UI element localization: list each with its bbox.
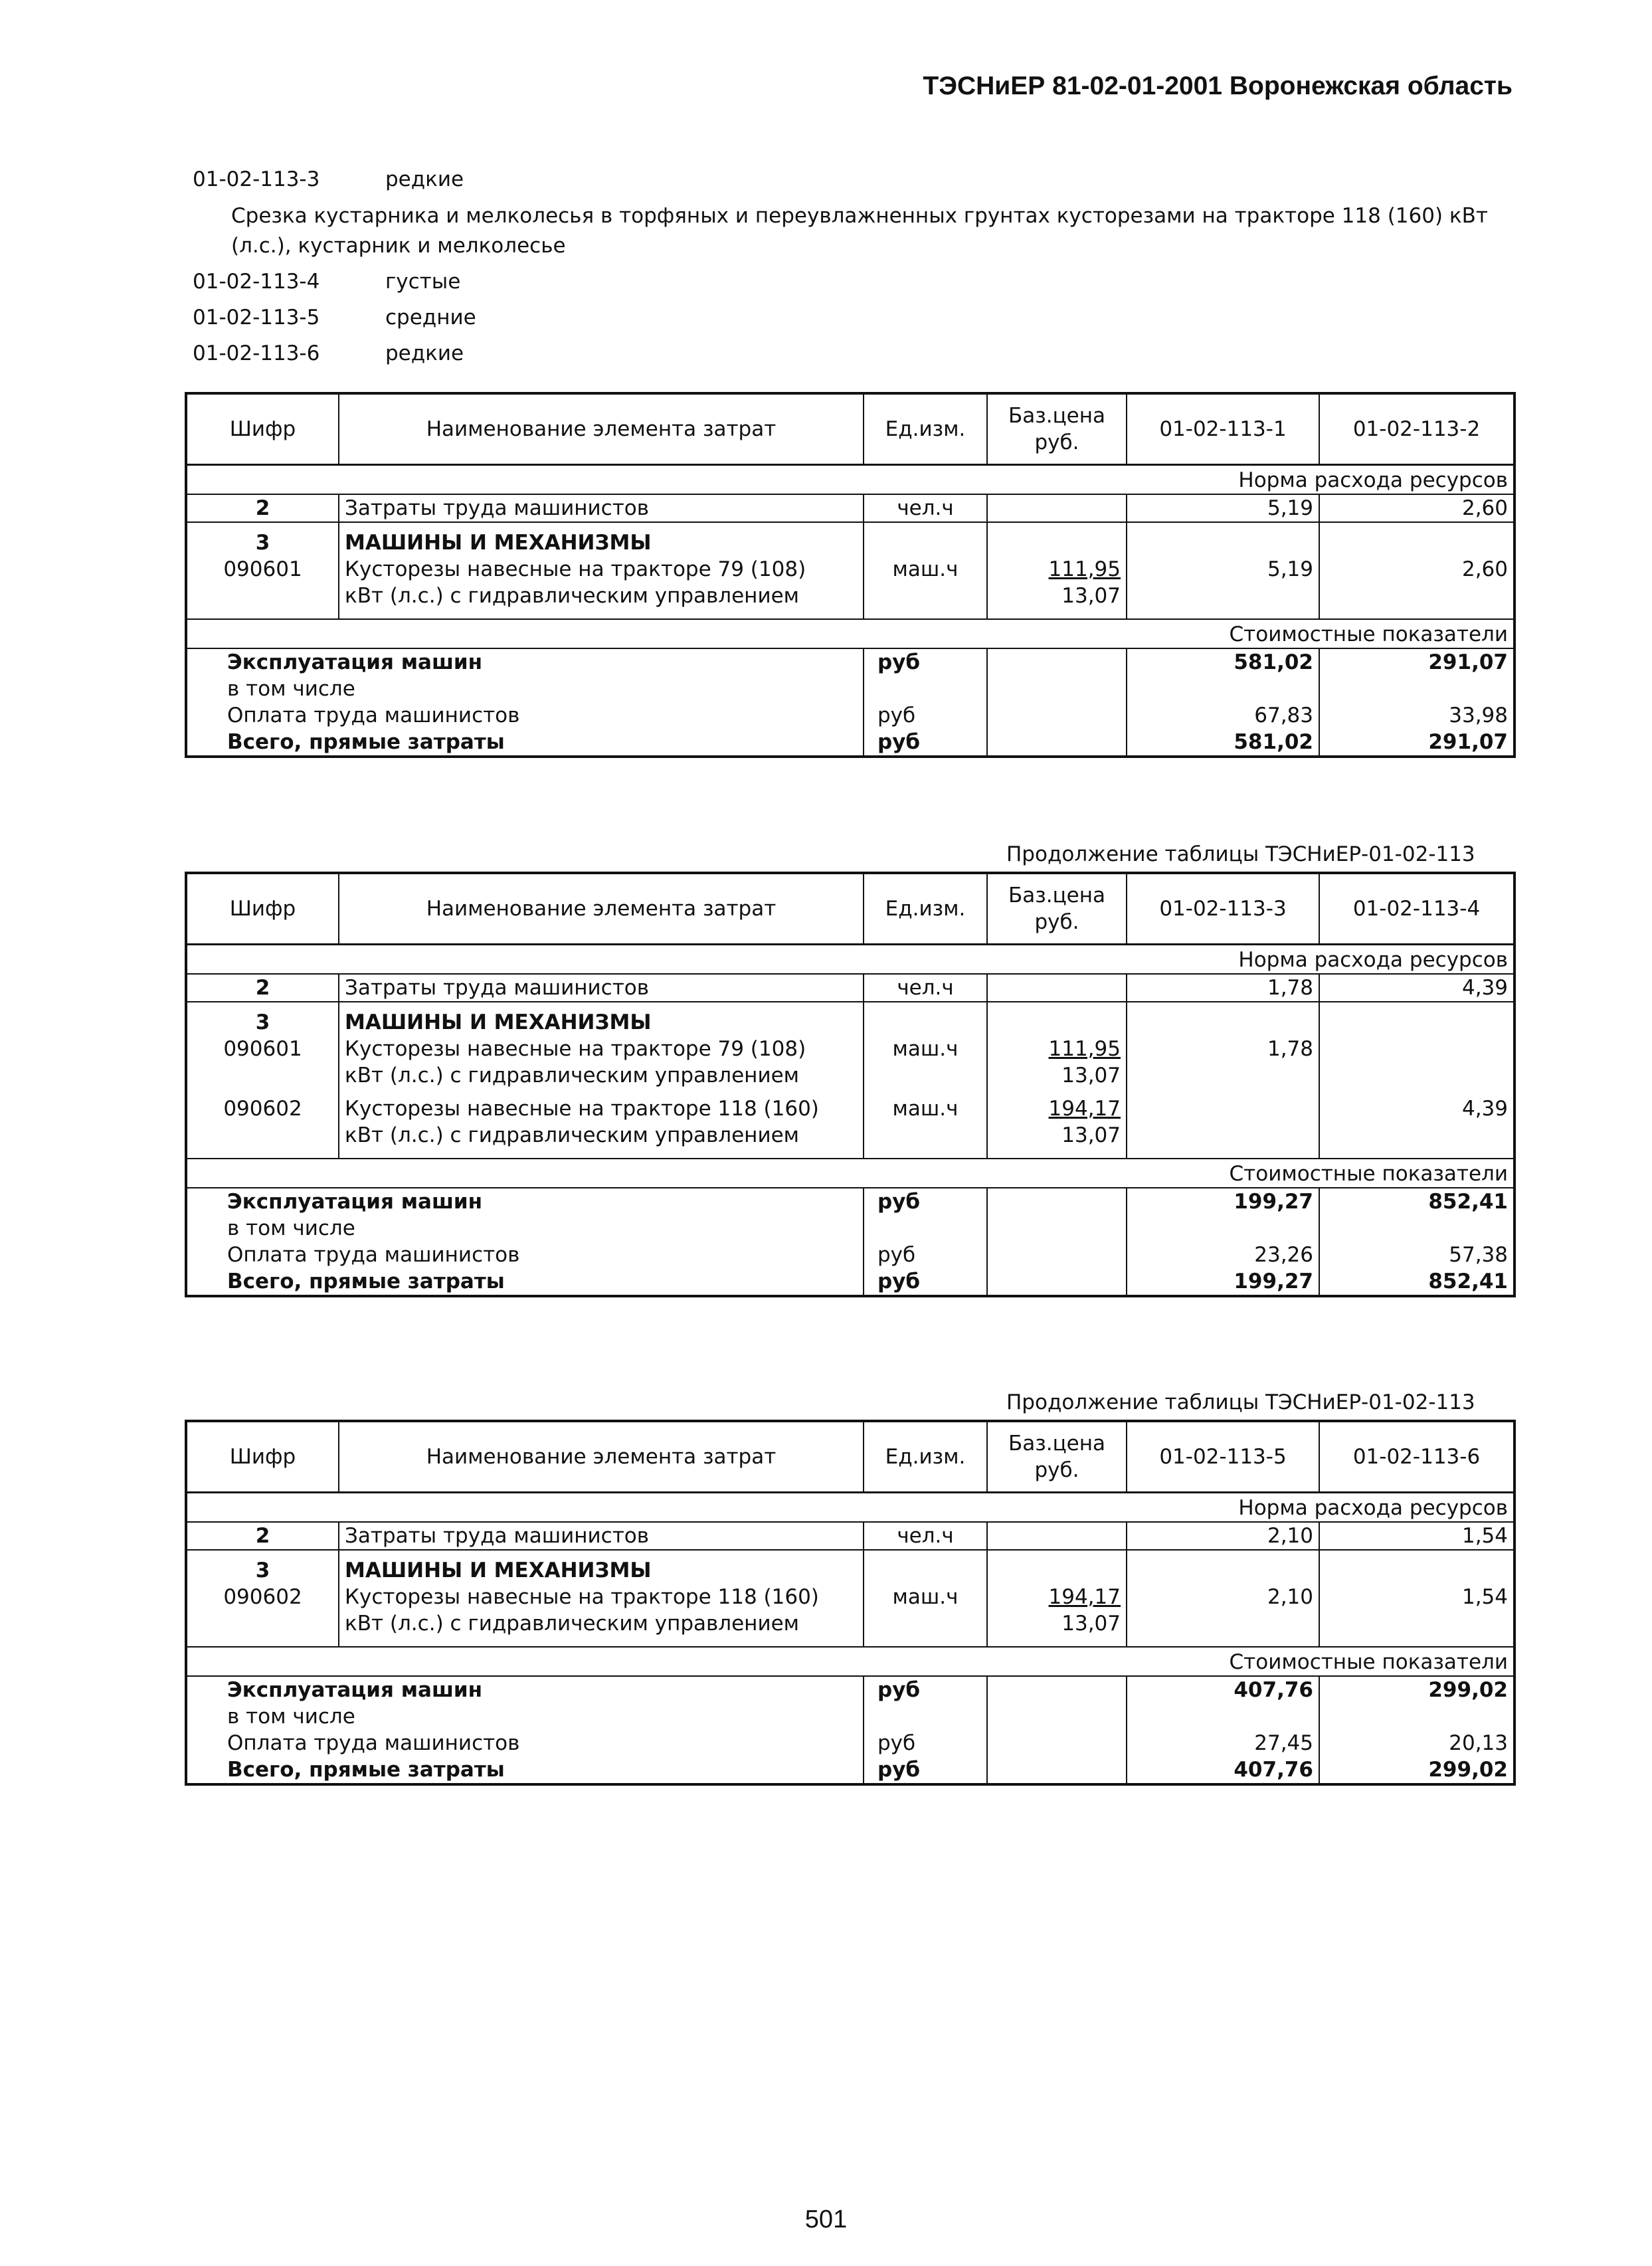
- value-b: 291,07: [1319, 729, 1514, 757]
- row-price: [987, 1036, 1127, 1095]
- code: 01-02-113-3: [193, 167, 320, 191]
- row-name: Эксплуатация машин: [186, 1676, 864, 1703]
- row-name: [339, 1584, 864, 1647]
- row-name: МАШИНЫ И МЕХАНИЗМЫ: [339, 1550, 864, 1584]
- value-b: 2,60: [1319, 556, 1514, 619]
- row-code: 090602: [186, 1095, 339, 1159]
- code-row: [193, 300, 1521, 335]
- row-unit: руб: [864, 1676, 987, 1703]
- code: 01-02-113-4: [193, 270, 320, 294]
- row-code: 3: [186, 522, 339, 556]
- value-b: 2,60: [1319, 494, 1514, 522]
- code-label: редкие: [385, 341, 464, 365]
- row-code: 090602: [186, 1584, 339, 1647]
- row-unit: чел.ч: [864, 974, 987, 1002]
- value-a: 1,78: [1127, 1036, 1319, 1095]
- col-header-shifr: Шифр: [186, 1421, 339, 1493]
- row-name: Затраты труда машинистов: [339, 974, 864, 1002]
- table-row: [186, 1756, 1514, 1784]
- row-name: [339, 1036, 864, 1095]
- code-label: редкие: [385, 167, 464, 191]
- row-name: Всего, прямые затраты: [186, 1756, 864, 1784]
- value-a: 581,02: [1127, 729, 1319, 757]
- wage-value: 13,07: [1061, 584, 1121, 608]
- code: 01-02-113-6: [193, 341, 320, 365]
- row-price: [987, 1522, 1127, 1550]
- section-norm: Норма расхода ресурсов: [186, 465, 1514, 495]
- col-header-code-a: 01-02-113-3: [1127, 873, 1319, 945]
- row-unit: маш.ч: [864, 1036, 987, 1095]
- table-row: [186, 702, 1514, 729]
- row-name: Затраты труда машинистов: [339, 494, 864, 522]
- row-name: [339, 1095, 864, 1159]
- col-header-price: Баз.цена руб.: [987, 1421, 1127, 1493]
- row-price: [987, 1095, 1127, 1159]
- section-norm: Норма расхода ресурсов: [186, 945, 1514, 975]
- value-b: 20,13: [1319, 1730, 1514, 1756]
- page-number: 501: [804, 2206, 848, 2233]
- table-row: [186, 1676, 1514, 1703]
- col-header-unit: Ед.изм.: [864, 1421, 987, 1493]
- table-row: [186, 676, 1514, 702]
- col-header-code-a: 01-02-113-5: [1127, 1421, 1319, 1493]
- row-name-line: кВт (л.с.) с гидравлическим управлением: [345, 1123, 800, 1147]
- row-name: Оплата труда машинистов: [186, 702, 864, 729]
- value-b: 1,54: [1319, 1522, 1514, 1550]
- table-row: [186, 556, 1514, 619]
- value-a: 23,26: [1127, 1242, 1319, 1268]
- row-code: 2: [186, 1522, 339, 1550]
- row-unit: руб: [864, 1730, 987, 1756]
- row-code: 2: [186, 974, 339, 1002]
- code-row: [193, 264, 1521, 300]
- row-name: Всего, прямые затраты: [186, 729, 864, 757]
- col-header-name: Наименование элемента затрат: [339, 873, 864, 945]
- table-row: [186, 1036, 1514, 1095]
- value-b: 1,54: [1319, 1584, 1514, 1647]
- value-a: 581,02: [1127, 648, 1319, 676]
- row-unit: руб: [864, 1242, 987, 1268]
- col-header-shifr: Шифр: [186, 873, 339, 945]
- value-a: 5,19: [1127, 556, 1319, 619]
- row-code: 3: [186, 1002, 339, 1036]
- row-unit: руб: [864, 648, 987, 676]
- row-name: Затраты труда машинистов: [339, 1522, 864, 1550]
- table-row: [186, 1095, 1514, 1159]
- row-unit: руб: [864, 702, 987, 729]
- wage-value: 13,07: [1061, 1064, 1121, 1087]
- col-header-code-b: 01-02-113-6: [1319, 1421, 1514, 1493]
- wage-value: 13,07: [1061, 1123, 1121, 1147]
- value-a: 67,83: [1127, 702, 1319, 729]
- table-row: [186, 729, 1514, 757]
- value-b: 299,02: [1319, 1756, 1514, 1784]
- col-header-code-b: 01-02-113-2: [1319, 393, 1514, 465]
- price-value: 111,95: [1048, 557, 1121, 581]
- code-list: [193, 161, 1521, 371]
- row-unit: руб: [864, 729, 987, 757]
- table-row: [186, 522, 1514, 556]
- table-row: [186, 648, 1514, 676]
- value-a: 199,27: [1127, 1268, 1319, 1296]
- value-a: 1,78: [1127, 974, 1319, 1002]
- value-a: 5,19: [1127, 494, 1319, 522]
- row-price: [987, 494, 1127, 522]
- col-header-price: Баз.цена руб.: [987, 393, 1127, 465]
- wage-value: 13,07: [1061, 1612, 1121, 1636]
- row-code: 3: [186, 1550, 339, 1584]
- value-b: 57,38: [1319, 1242, 1514, 1268]
- row-name: МАШИНЫ И МЕХАНИЗМЫ: [339, 522, 864, 556]
- row-name: в том числе: [186, 1703, 864, 1730]
- row-unit: маш.ч: [864, 1584, 987, 1647]
- value-b: 4,39: [1319, 974, 1514, 1002]
- table-row: [186, 1215, 1514, 1242]
- col-header-code-b: 01-02-113-4: [1319, 873, 1514, 945]
- continuation-caption: Продолжение таблицы ТЭСНиЕР-01-02-113: [1006, 842, 1475, 866]
- value-b: 852,41: [1319, 1268, 1514, 1296]
- price-value: 194,17: [1048, 1097, 1121, 1121]
- row-name-line: кВт (л.с.) с гидравлическим управлением: [345, 584, 800, 608]
- row-name: Оплата труда машинистов: [186, 1242, 864, 1268]
- col-header-code-a: 01-02-113-1: [1127, 393, 1319, 465]
- table-row: [186, 1002, 1514, 1036]
- code-label: густые: [385, 270, 461, 294]
- norm-table-3: [185, 1420, 1516, 1786]
- table-row: [186, 1522, 1514, 1550]
- table-row: [186, 974, 1514, 1002]
- value-a: 407,76: [1127, 1676, 1319, 1703]
- row-name: Эксплуатация машин: [186, 1188, 864, 1215]
- table-row: [186, 1242, 1514, 1268]
- norm-table-2: [185, 872, 1516, 1297]
- value-a: 27,45: [1127, 1730, 1319, 1756]
- price-value: 111,95: [1048, 1037, 1121, 1061]
- code: 01-02-113-5: [193, 306, 320, 330]
- row-price: [987, 556, 1127, 619]
- table-row: [186, 494, 1514, 522]
- row-name-line: кВт (л.с.) с гидравлическим управлением: [345, 1064, 800, 1087]
- table-row: [186, 1268, 1514, 1296]
- row-name-line: Кусторезы навесные на тракторе 118 (160): [345, 1097, 819, 1121]
- col-header-unit: Ед.изм.: [864, 393, 987, 465]
- value-a: 2,10: [1127, 1584, 1319, 1647]
- section-cost: Стоимостные показатели: [186, 1159, 1514, 1188]
- row-name-line: Кусторезы навесные на тракторе 79 (108): [345, 557, 806, 581]
- row-name: Оплата труда машинистов: [186, 1730, 864, 1756]
- value-a: 407,76: [1127, 1756, 1319, 1784]
- col-header-price: Баз.цена руб.: [987, 873, 1127, 945]
- row-name: в том числе: [186, 676, 864, 702]
- row-code: 090601: [186, 556, 339, 619]
- col-header-unit: Ед.изм.: [864, 873, 987, 945]
- table-row: [186, 1584, 1514, 1647]
- row-name: Всего, прямые затраты: [186, 1268, 864, 1296]
- value-a: [1127, 1095, 1319, 1159]
- col-header-shifr: Шифр: [186, 393, 339, 465]
- value-b: 299,02: [1319, 1676, 1514, 1703]
- section-cost: Стоимостные показатели: [186, 619, 1514, 648]
- value-b: 852,41: [1319, 1188, 1514, 1215]
- value-a: 199,27: [1127, 1188, 1319, 1215]
- value-b: [1319, 1036, 1514, 1095]
- continuation-caption: Продолжение таблицы ТЭСНиЕР-01-02-113: [1006, 1390, 1475, 1414]
- code-label: средние: [385, 306, 476, 330]
- row-unit: чел.ч: [864, 494, 987, 522]
- row-name-line: Кусторезы навесные на тракторе 118 (160): [345, 1585, 819, 1609]
- document-header: ТЭСНиЕР 81-02-01-2001 Воронежская область: [923, 72, 1513, 100]
- row-unit: руб: [864, 1756, 987, 1784]
- norm-table-1: [185, 392, 1516, 758]
- row-code: 090601: [186, 1036, 339, 1095]
- section-norm: Норма расхода ресурсов: [186, 1493, 1514, 1523]
- row-code: 2: [186, 494, 339, 522]
- row-name: в том числе: [186, 1215, 864, 1242]
- row-price: [987, 974, 1127, 1002]
- value-b: 33,98: [1319, 702, 1514, 729]
- row-name: Эксплуатация машин: [186, 648, 864, 676]
- section-description: Срезка кустарника и мелколесья в торфяных и переувлажненных грунтах кусторезами на тракторе 118 (160) кВт (л.с.), кустарник и мелколесье: [231, 204, 1488, 258]
- code-row: [193, 335, 1521, 371]
- row-unit: чел.ч: [864, 1522, 987, 1550]
- row-unit: руб: [864, 1268, 987, 1296]
- value-b: 291,07: [1319, 648, 1514, 676]
- value-a: 2,10: [1127, 1522, 1319, 1550]
- row-name-line: Кусторезы навесные на тракторе 79 (108): [345, 1037, 806, 1061]
- row-unit: руб: [864, 1188, 987, 1215]
- row-name: [339, 556, 864, 619]
- price-value: 194,17: [1048, 1585, 1121, 1609]
- col-header-name: Наименование элемента затрат: [339, 393, 864, 465]
- table-row: [186, 1188, 1514, 1215]
- table-row: [186, 1703, 1514, 1730]
- col-header-name: Наименование элемента затрат: [339, 1421, 864, 1493]
- row-unit: маш.ч: [864, 556, 987, 619]
- code-row: [193, 161, 1521, 197]
- row-price: [987, 1584, 1127, 1647]
- table-row: [186, 1730, 1514, 1756]
- row-unit: маш.ч: [864, 1095, 987, 1159]
- row-name-line: кВт (л.с.) с гидравлическим управлением: [345, 1612, 800, 1636]
- table-row: [186, 1550, 1514, 1584]
- row-name: МАШИНЫ И МЕХАНИЗМЫ: [339, 1002, 864, 1036]
- value-b: 4,39: [1319, 1095, 1514, 1159]
- section-cost: Стоимостные показатели: [186, 1647, 1514, 1676]
